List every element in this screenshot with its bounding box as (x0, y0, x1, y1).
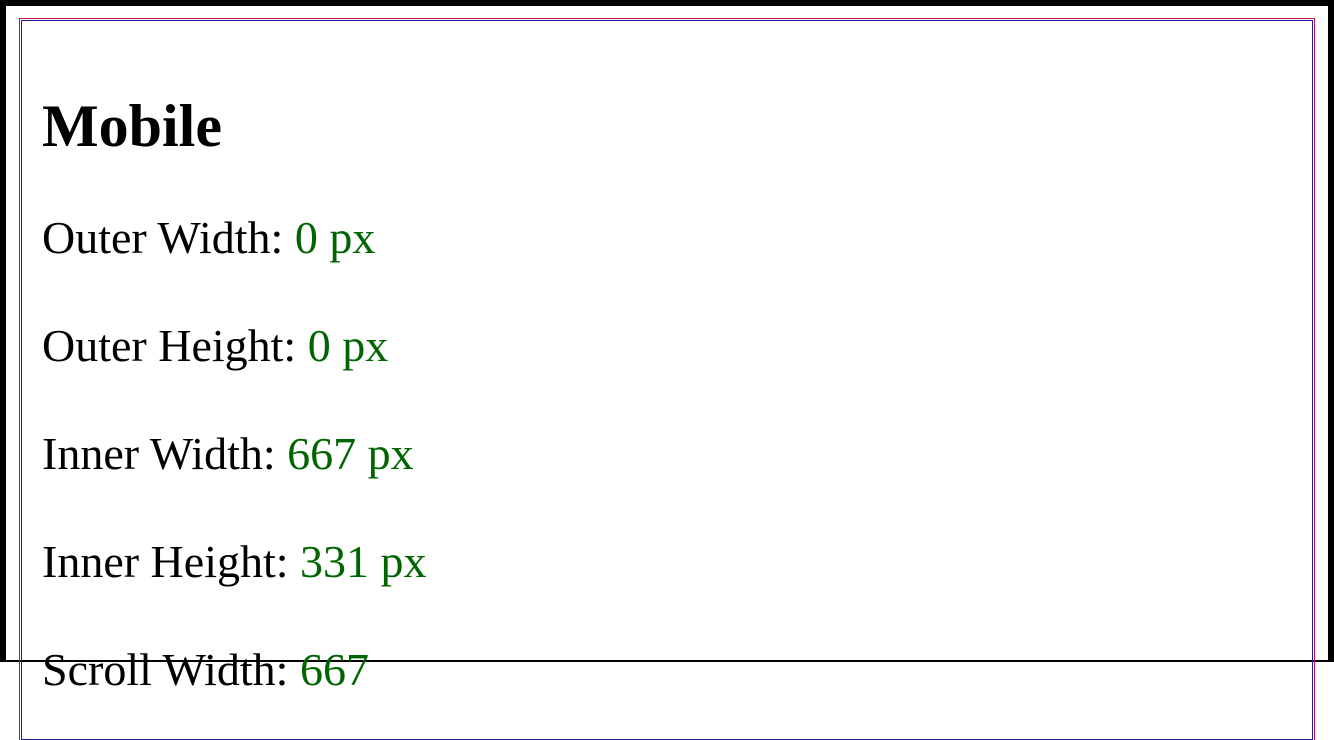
info-panel (21, 20, 1313, 740)
metric-label: Scroll Width: (42, 644, 289, 695)
metric-label: Inner Height: (42, 536, 289, 587)
metric-inner-height (42, 537, 427, 587)
metric-label: Inner Width: (42, 428, 276, 479)
metric-value: 667 (299, 644, 369, 695)
metric-label: Outer Height: (42, 320, 297, 371)
page-title: Mobile (42, 93, 222, 159)
metric-value: 667 px (287, 428, 414, 479)
metric-outer-width (42, 213, 375, 263)
metric-value: 331 px (300, 536, 427, 587)
metric-value: 0 px (307, 320, 389, 371)
metric-value: 0 px (294, 212, 376, 263)
metric-scroll-width (42, 645, 369, 695)
metric-outer-height (42, 321, 388, 371)
metric-label: Outer Width: (42, 212, 284, 263)
metric-inner-width (42, 429, 414, 479)
